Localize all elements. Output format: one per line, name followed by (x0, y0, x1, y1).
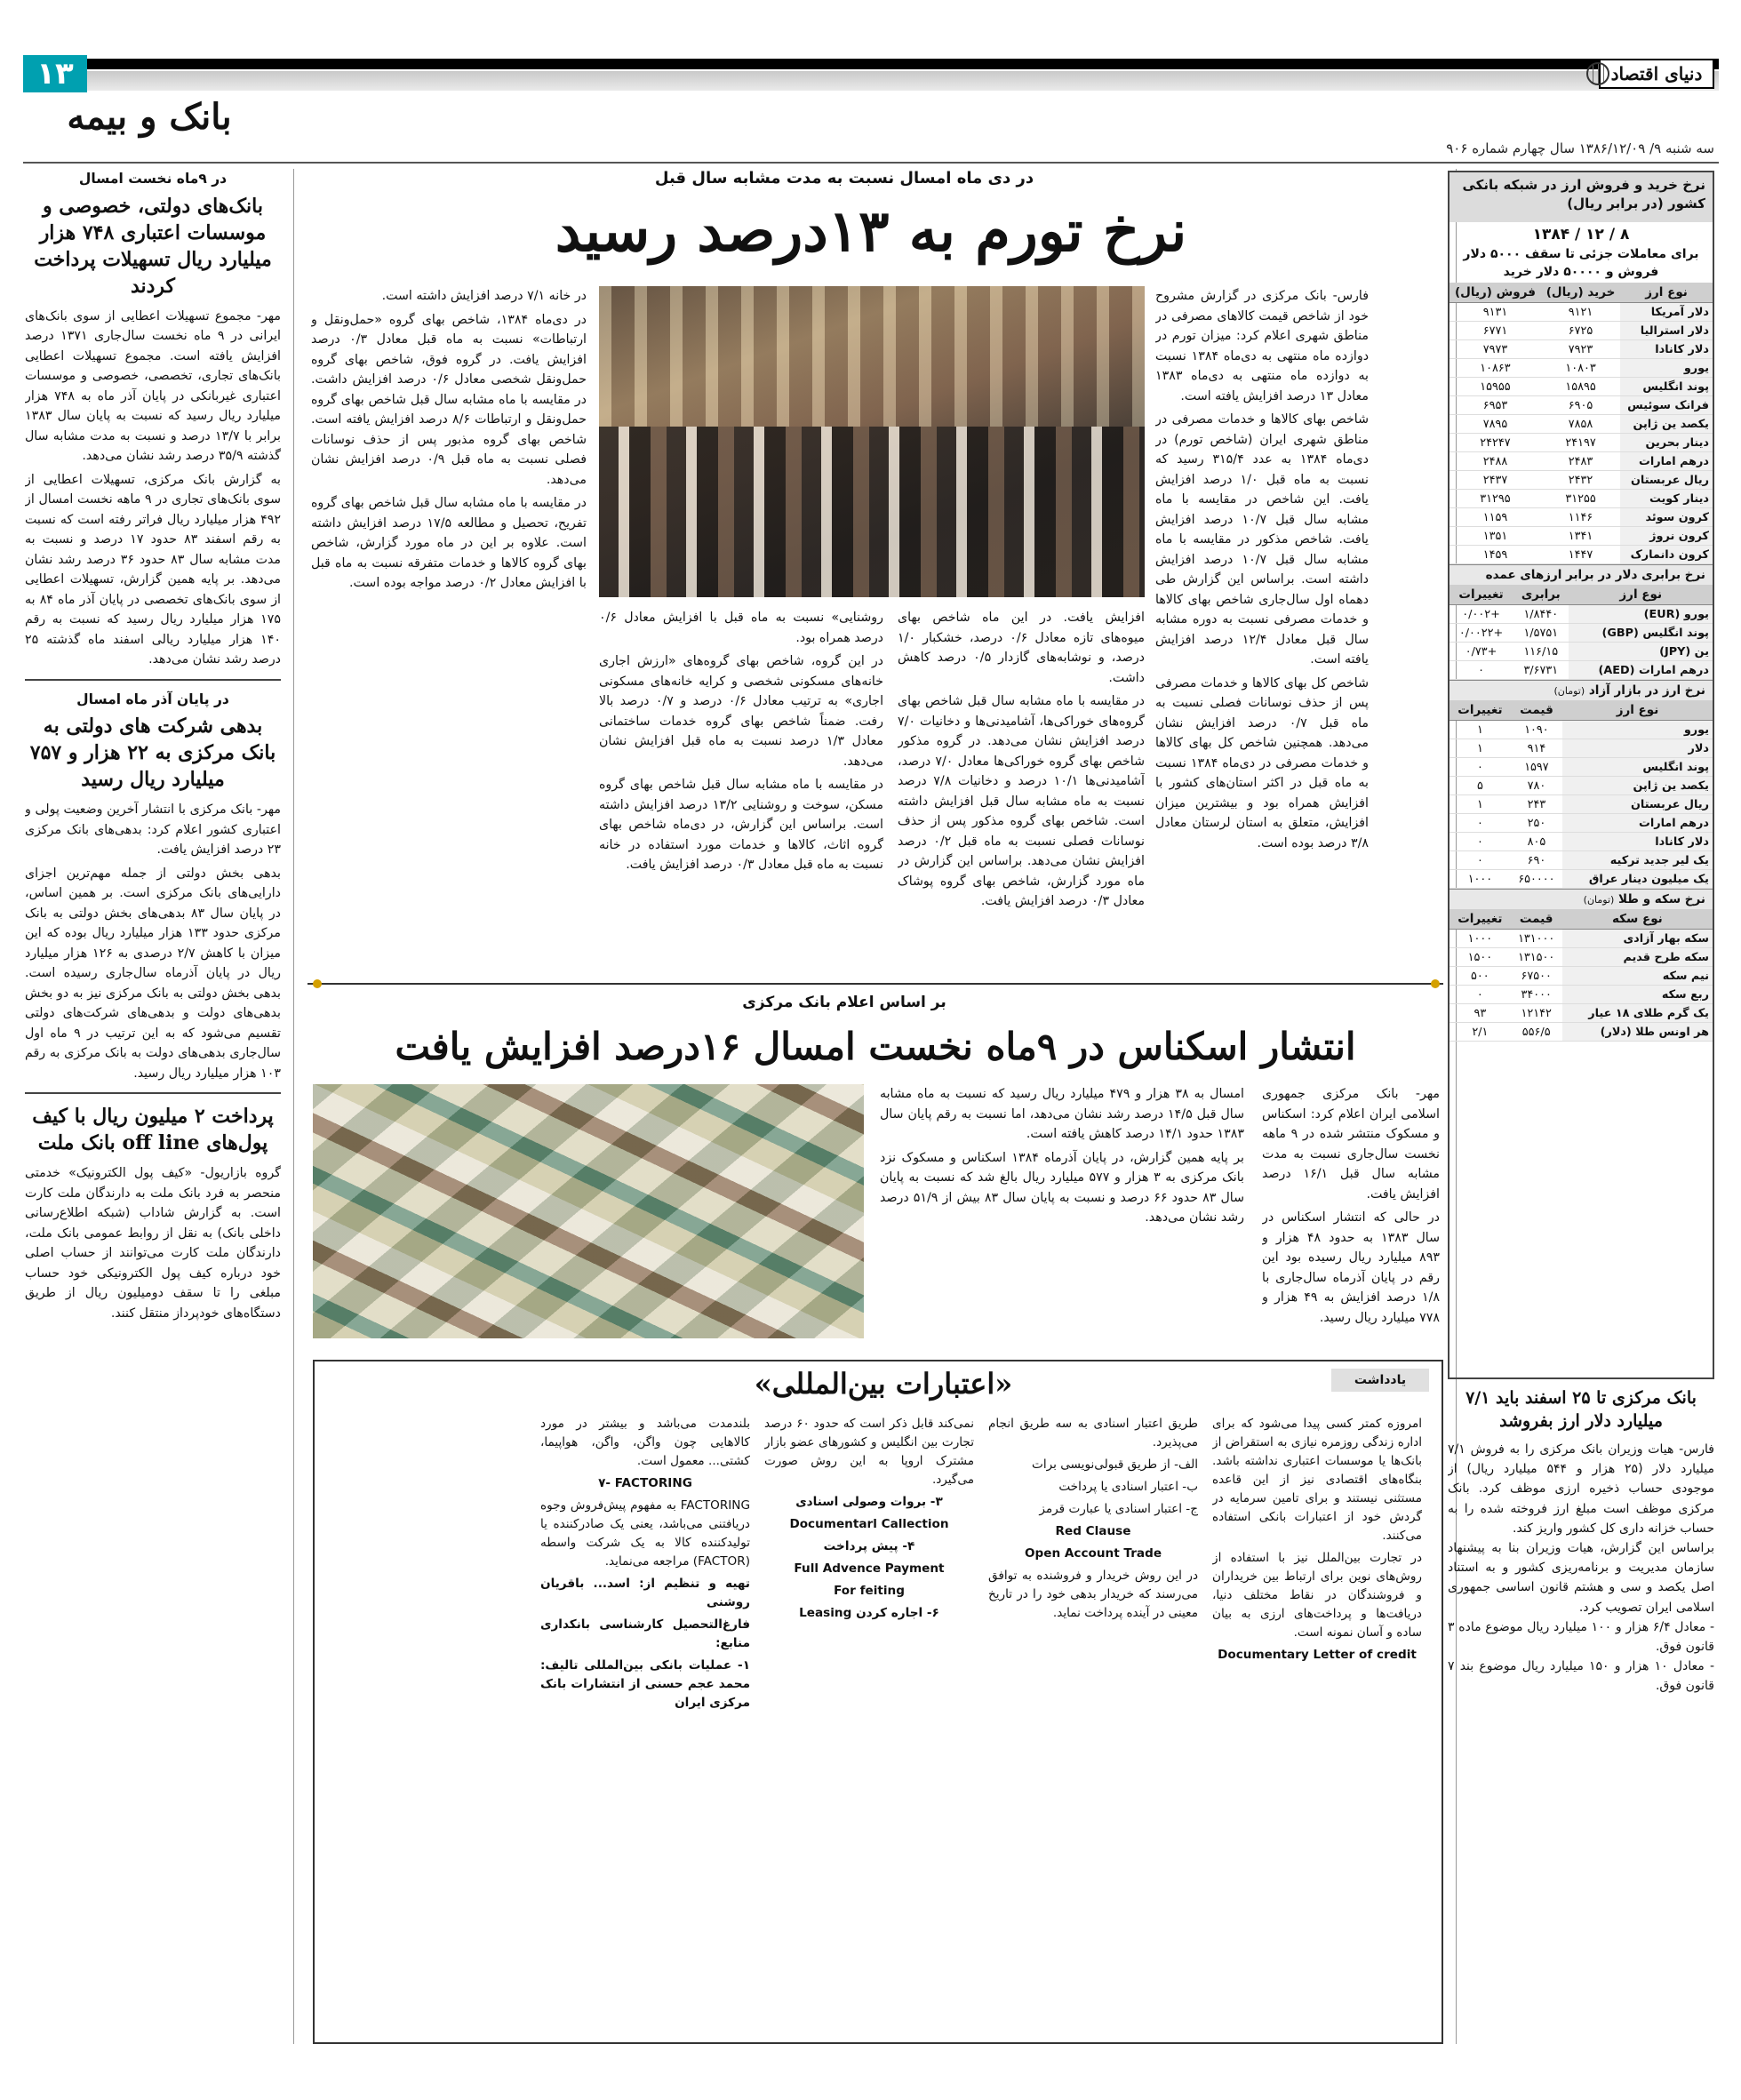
commentary-paragraph: FACTORING به مفهوم پیش‌فروش وجوه دریافتنی می‌باشد، یعنی یک صادرکننده یا تولیدکننده کالا به یک شرکت واسطه (FACTOR) مراجعه می‌نماید. (540, 1498, 750, 1569)
rate-story-paragraph: - معادل ۱۰ هزار و ۱۵۰ میلیارد ریال موضوع بند ۷ قانون فوق. (1448, 1659, 1714, 1694)
story-divider (25, 679, 281, 681)
table-cell-name: یک گرم طلای ۱۸ عیار (1562, 1004, 1713, 1023)
coin-table (1450, 909, 1713, 1042)
table-header-cell: نوع سکه (1562, 909, 1713, 930)
commentary-paragraph: امروزه کمتر کسی پیدا می‌شود که برای اداره زندگی روزمره نیازی به استقراض از بانک‌ها یا موسسات اعتباری نداشته باشد. بنگاه‌های اقتصادی نیز از این قاعده مستثنی نیستند و برای تامین سرمایه در گردش خود از اعتبارات بانکی استفاده می‌کنند. (1212, 1417, 1422, 1543)
table-cell-name: یکصد ین ژاپن (1620, 415, 1713, 434)
table-cell-value: ۷۸۰ (1511, 777, 1562, 795)
commentary-column-2 (988, 1415, 1198, 2037)
rates-date: ۸ / ۱۲ / ۱۳۸۴ (1532, 226, 1630, 244)
main-story-paragraph: در این گروه، شاخص بهای گروه‌های «ارزش اجاری خانه‌های مسکونی شخصی و کرایه خانه‌های مسکونی اجاری» به ترتیب معادل ۰/۶ درصد و ۰/۷ درصد بالا رفت. ضمناً شاخص بهای گروه خدمات ساختمانی معادل ۱/۳ درصد نسبت به ماه قبل افزایش نشان می‌دهد. (599, 654, 883, 769)
table-cell-value: ۳/۶۷۳۱ (1513, 661, 1569, 680)
table-row (1450, 795, 1713, 814)
table-cell-value: ۰ (1450, 851, 1511, 870)
commentary-term: Documentary Letter of credit (1218, 1648, 1417, 1662)
table-row (1450, 758, 1713, 777)
table-row (1450, 340, 1713, 359)
rate-story-headline: بانک مرکزی تا ۲۵ اسفند باید ۷/۱ میلیارد دلار ارز بفروشد (1465, 1388, 1697, 1431)
main-story-paragraph: فارس- بانک مرکزی در گزارش مشروح خود از شاخص قیمت کالاهای مصرفی در مناطق شهری اعلام کرد: میزان تورم در دوازده ماه منتهی به دی‌ماه ۱۳۸۴ نسبت به دوازده ماه منتهی به دی‌ماه ۱۳۸۳ معادل ۱۳ درصد افزایش یافته است. (1155, 289, 1369, 403)
date-line: سه شنبه ۹/ ۱۳۸۶/۱۲/۰۹ سال چهارم شماره ۹۰۶ (1446, 140, 1714, 156)
section-title: بانک و بیمه (67, 96, 232, 138)
table-cell-value: ۹۱۳۱ (1450, 303, 1541, 322)
commentary-subhead: ۶- اجاره کردن Leasing (799, 1606, 939, 1620)
table-row (1450, 1023, 1713, 1042)
main-story-paragraph: در مقایسه با ماه مشابه سال قبل شاخص بهای گروه تفریح، تحصیل و مطالعه ۱۷/۵ درصد افزایش داشته است. علاوه بر این در ماه مورد گزارش، شاخص بهای گروه کالاها و خدمات متفرقه نسبت به ماه قبل با افزایش معادل ۰/۲ درصد مواجه بوده است. (311, 496, 587, 590)
table-cell-value: ۱۱۶/۱۵ (1513, 643, 1569, 661)
commentary-paragraph: ج- اعتبار اسنادی یا عبارت قرمز (1039, 1502, 1198, 1516)
table-cell-name: یکصد ین ژاپن (1562, 777, 1713, 795)
story2-paragraph: امسال به ۳۸ هزار و ۴۷۹ میلیارد ریال رسید که نسبت به ماه مشابه سال قبل ۱۴/۵ درصد رشد نشان می‌دهد، اما نسبت به رقم پایان سال ۱۳۸۳ حدود ۱۴/۱ درصد کاهش یافته است. (880, 1087, 1244, 1141)
top-strip (23, 71, 1719, 91)
main-story-paragraph: شاخص کل بهای کالاها و خدمات مصرفی پس از حذف نوسانات فصلی نسبت به ماه قبل ۰/۷ درصد افزایش نشان می‌دهد. همچنین شاخص کل بهای کالاها و خدمات مصرفی در دی‌ماه ۱۳۸۴ نسبت به ماه قبل در اکثر استان‌های کشور با افزایش همراه بود و بیشترین میزان افزایش، متعلق به استان لرستان معادل ۳/۸ درصد بوده است. (1155, 675, 1369, 850)
table-cell-name: ین (JPY) (1569, 643, 1713, 661)
table-cell-value: ۶۷۵۰۰ (1511, 967, 1562, 986)
parity-table (1450, 585, 1713, 680)
commentary-column-4 (540, 1415, 750, 2037)
left-story-paragraph: مهر- مجموع تسهیلات اعطایی از سوی بانک‌های ایرانی در ۹ ماه نخست سال‌جاری ۱۳۷۱ درصد افزایش یافته است. مجموع تسهیلات اعطایی بانک‌های تجاری، تخصصی، خصوصی و موسسات اعتباری غیربانکی در پایان آذر ماه به ۷۴۸ هزار میلیارد ریال رسید که نسبت به پایان سال ۱۳۸۳ برابر با ۱۳/۷ درصد و نسبت به مدت مشابه سال گذشته ۳۵/۹ درصد رشد نشان می‌دهد. (25, 308, 281, 463)
table-row (1450, 471, 1713, 490)
table-row (1450, 739, 1713, 758)
table-row (1450, 490, 1713, 508)
story2-column-1 (1262, 1084, 1440, 1351)
main-story-paragraph: در دی‌ماه ۱۳۸۴، شاخص بهای گروه «حمل‌ونقل و ارتباطات» نسبت به ماه قبل معادل ۰/۳ درصد افزایش یافت. در گروه فوق، شاخص بهای گروه حمل‌ونقل شخصی معادل ۰/۶ درصد افزایش داشت. در مقایسه با ماه مشابه سال قبل شاخص بهای گروه حمل‌ونقل و ارتباطات ۸/۶ درصد افزایش یافته است. شاخص بهای گروه مذبور پس از حذف نوسانات فصلی نسبت به ماه قبل ۰/۹ درصد افزایش نشان می‌دهد. (311, 312, 587, 487)
main-story-column-3 (599, 608, 883, 963)
table-header-cell: تغییرات (1450, 585, 1513, 605)
commentary-paragraph: بلندمدت می‌باشد و بیشتر در مورد کالاهایی چون واگن، واگن، هواپیما، کشتی... معمول است. (540, 1417, 750, 1468)
table-header-cell: تغییرات (1450, 909, 1511, 930)
commentary-term: For feiting (834, 1584, 905, 1598)
table-cell-value: ۱/۵۷۵۱ (1513, 624, 1569, 643)
table-cell-value: ۶۵۰۰۰۰ (1511, 870, 1562, 889)
table-cell-value: ۲۴۸۸ (1450, 452, 1541, 471)
table-cell-value: ۶۹۰۵ (1541, 396, 1620, 415)
table-cell-name: هر اونس طلا (دلار) (1562, 1023, 1713, 1042)
table-cell-value: ۸۰۵ (1511, 833, 1562, 851)
table-cell-name: ربع سکه (1562, 986, 1713, 1004)
main-story-headline: نرخ تورم به ۱۳درصد رسید (555, 198, 1187, 265)
table-row (1450, 434, 1713, 452)
table-row (1450, 508, 1713, 527)
commentary-title: «اعتبارات بین‌المللی» (754, 1367, 1013, 1401)
left-story3-headline: پرداخت ۲ میلیون ریال با کیف پول‌های off line بانک ملت (32, 1105, 274, 1154)
commentary-box (313, 1360, 1443, 2044)
coin-title (1450, 889, 1713, 909)
table-cell-value: ۱۰۸۰۳ (1541, 359, 1620, 378)
table-cell-name: ریال عربستان (1620, 471, 1713, 490)
table-row (1450, 415, 1713, 434)
left-story-headline: بانک‌های دولتی، خصوصی و موسسات اعتباری ۷۴۸ هزار میلیارد ریال تسهیلات پرداخت کردند (34, 194, 272, 298)
table-cell-value: ۹۱۲۱ (1541, 303, 1620, 322)
table-row (1450, 303, 1713, 322)
table-cell-value: ۱۳۴۱ (1541, 527, 1620, 546)
photo-crowd-layer (599, 427, 1145, 598)
column-rule (293, 169, 294, 2044)
table-row (1450, 930, 1713, 948)
story2-kicker: بر اساس اعلام بانک مرکزی (742, 994, 946, 1011)
free-market-unit: (تومان) (1553, 685, 1585, 697)
table-cell-value: ۱/۸۴۴۰ (1513, 605, 1569, 624)
coin-title-text: نرخ سکه و طلا (1618, 892, 1705, 906)
header-rule (23, 162, 1719, 164)
table-cell-value: ۱۴۵۹ (1450, 546, 1541, 564)
table-cell-value: ۱ (1450, 721, 1511, 739)
table-row (1450, 948, 1713, 967)
rate-story (1448, 1386, 1714, 2044)
commentary-author: تهیه و تنظیم از: اسد... باقریان روشنی (540, 1577, 750, 1609)
table-cell-value: ۷۸۹۵ (1450, 415, 1541, 434)
commentary-label: یادداشت (1331, 1369, 1429, 1392)
table-header-cell: برابری (1513, 585, 1569, 605)
table-cell-value: ۶۷۲۵ (1541, 322, 1620, 340)
rates-title: نرخ خرید و فروش ارز در شبکه بانکی کشور (در برابر ریال) (1450, 172, 1713, 222)
table-cell-name: یورو (1562, 721, 1713, 739)
left-story2-kicker: در پایان آذر ماه امسال (76, 691, 229, 707)
commentary-paragraph: الف- از طریق قبولی‌نویسی برات (1032, 1457, 1198, 1472)
story-separator (307, 983, 1443, 988)
table-cell-value: ۱۰۸۶۳ (1450, 359, 1541, 378)
commentary-source-item: ۱- عملیات بانکی بین‌المللی تالیف: محمد عجم حسنی از انتشارات بانک مرکزی ایران (540, 1658, 750, 1710)
table-row (1450, 378, 1713, 396)
table-row (1450, 359, 1713, 378)
table-cell-value: ۷۹۲۳ (1541, 340, 1620, 359)
table-row (1450, 452, 1713, 471)
main-story-paragraph: در مقایسه با ماه مشابه سال قبل شاخص بهای گروه‌های خوراکی‌ها، آشامیدنی‌ها و دخانیات ۷/۰ درصد افزایش نشان می‌دهد. در گروه مذکور شاخص بهای گروه خوراکی‌ها معادل ۷/۰ درصد، آشامیدنی‌ها ۱۰/۱ درصد و دخانیات ۷/۸ درصد نسبت به ماه مشابه سال قبل افزایش داشته است. شاخص بهای گروه مذکور پس از حذف نوسانات فصلی نسبت به ماه قبل ۰/۲ درصد افزایش نشان می‌دهد. براساس این گزارش در ماه مورد گزارش، شاخص بهای گروه پوشاک معادل ۰/۳ درصد افزایش یافت. (898, 694, 1145, 908)
table-cell-value: ۱۳۱۰۰۰ (1511, 930, 1562, 948)
table-cell-name: پوند انگلیس (GBP) (1569, 624, 1713, 643)
commentary-paragraph: طریق اعتبار اسنادی به سه طریق انجام می‌پذیرد. (988, 1417, 1198, 1449)
free-market-title (1450, 680, 1713, 700)
table-row (1450, 643, 1713, 661)
table-header-cell: نوع ارز (1562, 700, 1713, 721)
bazaar-crowd-photo (599, 286, 1145, 597)
table-cell-name: کرون سوئد (1620, 508, 1713, 527)
rates-subtitle: برای معاملات جزئی تا سقف ۵۰۰۰ دلار فروش و ۵۰۰۰۰ دلار خرید (1463, 247, 1699, 279)
table-cell-value: ۳۱۲۹۵ (1450, 490, 1541, 508)
masthead-logo: دنیای اقتصاد (1599, 59, 1714, 89)
table-cell-name: درهم امارات (1620, 452, 1713, 471)
table-cell-name: دلار کانادا (1562, 833, 1713, 851)
commentary-subhead: ۳- بروات وصولی اسنادی (795, 1495, 943, 1509)
table-cell-value: ۶۹۵۳ (1450, 396, 1541, 415)
main-story-paragraph: روشنایی» نسبت به ماه قبل با افزایش معادل ۰/۶ درصد همراه بود. (599, 611, 883, 645)
table-cell-value: ۰ (1450, 833, 1511, 851)
commentary-paragraph: ب- اعتبار اسنادی یا پرداخت (1058, 1480, 1198, 1494)
table-cell-value: ۱۰۹۰ (1511, 721, 1562, 739)
table-cell-name: یک لیر جدید ترکیه (1562, 851, 1713, 870)
table-cell-value: ۹۱۴ (1511, 739, 1562, 758)
free-market-table (1450, 700, 1713, 889)
main-story-paragraph: در مقایسه با ماه مشابه سال قبل شاخص بهای گروه مسکن، سوخت و روشنایی ۱۳/۲ درصد افزایش داشته است. براساس این گزارش، در دی‌ماه شاخص بهای گروه اثاث، کالاها و خدمات مورد استفاده در خانه نسبت به ماه قبل معادل ۰/۳ درصد افزایش یافت. (599, 778, 883, 872)
table-cell-value: ۱۰۰۰ (1450, 930, 1511, 948)
table-row (1450, 661, 1713, 680)
table-cell-name: ریال عربستان (1562, 795, 1713, 814)
commentary-term: Open Account Trade (1024, 1546, 1162, 1561)
table-cell-value: ۲۴۳۲ (1541, 471, 1620, 490)
table-cell-name: دلار کانادا (1620, 340, 1713, 359)
table-cell-value: ۵۰۰ (1450, 967, 1511, 986)
exchange-rates-panel (1448, 171, 1714, 1379)
coin-unit: (تومان) (1583, 894, 1615, 906)
fx-rates-table (1450, 283, 1713, 564)
photo-lights-layer (599, 286, 1145, 427)
table-cell-name: دلار استرالیا (1620, 322, 1713, 340)
left-story-paragraph: به گزارش بانک مرکزی، تسهیلات اعطایی از سوی بانک‌های تجاری در ۹ ماهه نخست امسال از ۴۹۲ هزار میلیارد ریال فراتر رفته است که نسبت به رقم اسفند ۸۳ حدود ۱۷ درصد و نسبت به مدت مشابه سال ۸۳ حدود ۳۶ درصد رشد نشان می‌دهد. بر پایه همین گزارش، تسهیلات اعطایی از سوی بانک‌های تخصصی در پایان آذر ماه ۸۴ به ۱۷۵ هزار میلیارد ریال رسید که نسبت به رقم ۱۴۰ هزار میلیارد ریالی اسفند ماه گذشته ۲۵ درصد رشد نشان می‌دهد. (25, 472, 281, 667)
table-cell-name: سکه طرح قدیم (1562, 948, 1713, 967)
table-row (1450, 986, 1713, 1004)
table-row (1450, 605, 1713, 624)
main-story-paragraph: شاخص بهای کالاها و خدمات مصرفی در مناطق شهری ایران (شاخص تورم) در دی‌ماه ۱۳۸۴ به عدد ۳۱۵/۴ رسید که نسبت به ماه قبل ۱/۰ درصد افزایش یافت. این شاخص در مقایسه با ماه مشابه سال قبل ۱۰/۷ درصد افزایش یافت. شاخص مذکور در مقایسه با ماه مشابه سال قبل ۱۰/۷ درصد افزایش داشته است. براساس این گزارش طی دهماه اول سال‌جاری شاخص بهای کالاها و خدمات مصرفی نسبت به دوره مشابه سال قبل معادل ۱۲/۴ درصد افزایش یافته است. (1155, 412, 1369, 667)
table-header-cell: قیمت (1511, 700, 1562, 721)
table-cell-value: ۲۴۳۷ (1450, 471, 1541, 490)
table-cell-value: ۰ (1450, 661, 1513, 680)
table-cell-name: یک میلیون دینار عراق (1562, 870, 1713, 889)
table-cell-value: ۰ (1450, 986, 1511, 1004)
main-story-column-1 (1155, 286, 1369, 962)
main-story-paragraph: افزایش یافت. در این ماه شاخص بهای میوه‌های تازه معادل ۰/۶ درصد، خشکبار ۱/۰ درصد، و نوشابه‌های گازدار ۰/۵ درصد کاهش داشت. (898, 611, 1145, 685)
table-cell-value: ۶۷۷۱ (1450, 322, 1541, 340)
table-cell-value: ۱۱۴۶ (1541, 508, 1620, 527)
table-cell-value: ۱۳۵۱ (1450, 527, 1541, 546)
parity-title: نرخ برابری دلار در برابر ارزهای عمده (1450, 564, 1713, 585)
table-cell-value: ۱۵۹۷ (1511, 758, 1562, 777)
table-cell-value: ۷۸۵۸ (1541, 415, 1620, 434)
table-cell-value: ۱۵۹۵۵ (1450, 378, 1541, 396)
table-cell-name: پوند انگلیس (1620, 378, 1713, 396)
page-number: ۱۳ (23, 55, 87, 92)
table-cell-name: درهم امارات (AED) (1569, 661, 1713, 680)
table-header-cell: نوع ارز (1620, 283, 1713, 303)
table-cell-name: یورو (1620, 359, 1713, 378)
story2-headline: انتشار اسکناس در ۹ماه نخست امسال ۱۶درصد افزایش یافت (395, 1025, 1356, 1068)
table-cell-name: دینار بحرین (1620, 434, 1713, 452)
table-cell-value: ۲۴۸۳ (1541, 452, 1620, 471)
table-cell-value: ۵۵۶/۵ (1511, 1023, 1562, 1042)
left-story3-paragraph: گروه بازاریول- «کیف پول الکترونیک» خدمتی منحصر به فرد بانک ملت به دارندگان ملت کارت است. به گزارش شاداب (شبکه اطلاع‌رسانی داخلی بانک) به نقل از روابط عمومی بانک ملت، دارندگان ملت کارت می‌توانند از حساب اصلی خود درباره کیف پول الکترونیکی خود حساب مبلغی را تا سقف دومیلیون ریال از طریق دستگاه‌های خودپرداز منتقل کنند. (25, 1166, 281, 1321)
main-story-kicker: در دی ماه امسال نسبت به مدت مشابه سال قبل (654, 169, 1034, 188)
table-cell-value: ۲۴۱۹۷ (1541, 434, 1620, 452)
table-cell-name: دینار کویت (1620, 490, 1713, 508)
table-cell-value: ۷۹۷۳ (1450, 340, 1541, 359)
story2-paragraph: بر پایه همین گزارش، در پایان آذرماه ۱۳۸۴ اسکناس و مسکوک نزد بانک مرکزی به ۳ هزار و ۵۷۷ میلیارد ریال بالغ شد که نسبت به پایان سال ۸۳ حدود ۶۶ درصد و نسبت به پایان سال ۸۳ بیش از ۵۱/۹ درصد رشد نشان می‌دهد. (880, 1150, 1244, 1225)
top-rule (23, 59, 1719, 69)
table-row (1450, 546, 1713, 564)
table-row (1450, 814, 1713, 833)
story2-paragraph: در حالی که انتشار اسکناس در سال ۱۳۸۳ به حدود ۴۸ هزار و ۸۹۳ میلیارد ریال رسیده بود این رقم در پایان آذرماه سال‌جاری با ۱/۸ درصد افزایش به ۴۹ هزار و ۷۷۸ میلیارد ریال رسید. (1262, 1210, 1440, 1325)
table-row (1450, 322, 1713, 340)
main-story-paragraph: در خانه ۷/۱ درصد افزایش داشته است. (381, 289, 587, 303)
rate-story-paragraph: - معادل ۶/۴ هزار و ۱۰۰ میلیارد ریال موضوع ماده ۳ قانون فوق. (1448, 1619, 1714, 1655)
main-story-column-4 (311, 286, 587, 962)
free-market-title-text: نرخ ارز در بازار آزاد (1588, 683, 1705, 698)
left-story-kicker: در ۹ماه نخست امسال (78, 171, 228, 187)
table-cell-value: +۰/۰۰۲۲ (1450, 624, 1513, 643)
left-story2-paragraph: بدهی بخش دولتی از جمله مهم‌ترین اجزای دارایی‌های بانک مرکزی است. بر همین اساس، در پایان سال ۸۳ بدهی‌های بخش دولتی به بانک مرکزی حدود ۱۳۳ هزار میلیارد ریال بوده که این میزان با کاهش ۲/۷ درصدی به ۱۲۶ هزار میلیارد ریال در پایان آذرماه سال‌جاری رسیده است. بدهی بخش دولتی به بانک مرکزی نیز به دو بخش بدهی‌های دولت و بدهی‌های شرکت‌های دولتی تقسیم می‌شود که به این ترتیب در ۹ ماه اول سال‌جاری بدهی‌های دولت به بانک مرکزی به رقم ۱۰۳ هزار میلیارد ریال رسید. (25, 866, 281, 1081)
table-cell-value: ۲۴۲۴۷ (1450, 434, 1541, 452)
banknotes-photo (313, 1084, 864, 1338)
separator-dot (1431, 979, 1440, 988)
table-cell-name: پوند انگلیس (1562, 758, 1713, 777)
globe-icon (1586, 62, 1609, 85)
table-row (1450, 527, 1713, 546)
story-divider (25, 1092, 281, 1094)
main-story-column-2 (898, 608, 1145, 963)
table-row (1450, 833, 1713, 851)
table-cell-value: ۱۵۸۹۵ (1541, 378, 1620, 396)
table-cell-value: +۰/۷۳ (1450, 643, 1513, 661)
separator-dot (313, 979, 322, 988)
table-cell-value: ۹۳ (1450, 1004, 1511, 1023)
table-row (1450, 624, 1713, 643)
commentary-column-1 (1212, 1415, 1422, 2037)
table-row (1450, 721, 1713, 739)
table-cell-name: سکه بهار آزادی (1562, 930, 1713, 948)
table-cell-value: ۱۰۰۰ (1450, 870, 1511, 889)
table-cell-name: درهم امارات (1562, 814, 1713, 833)
table-header-cell: نوع ارز (1569, 585, 1713, 605)
table-cell-value: ۵ (1450, 777, 1511, 795)
table-cell-name: کرون دانمارک (1620, 546, 1713, 564)
table-cell-value: ۱۱۵۹ (1450, 508, 1541, 527)
left-story2-headline: بدهی شرکت های دولتی به بانک مرکزی به ۲۲ هزار و ۷۵۷ میلیارد ریال رسید (29, 715, 276, 791)
commentary-column-3 (764, 1415, 974, 2037)
table-row (1450, 851, 1713, 870)
table-cell-name: یورو (EUR) (1569, 605, 1713, 624)
table-cell-name: دلار (1562, 739, 1713, 758)
table-cell-value: ۱۳۱۵۰۰ (1511, 948, 1562, 967)
table-row (1450, 967, 1713, 986)
commentary-subhead: ۴- پیش پرداخت (823, 1539, 915, 1553)
table-cell-name: دلار آمریکا (1620, 303, 1713, 322)
commentary-term: ۷- FACTORING (598, 1476, 692, 1490)
table-row (1450, 396, 1713, 415)
photo-overlay (313, 1084, 864, 1338)
table-row (1450, 870, 1713, 889)
table-row (1450, 1004, 1713, 1023)
table-cell-value: ۲۴۳ (1511, 795, 1562, 814)
table-cell-value: ۱۵۰۰ (1450, 948, 1511, 967)
table-cell-value: ۲۵۰ (1511, 814, 1562, 833)
commentary-term: Documentarl Callection (789, 1517, 949, 1531)
table-cell-value: ۰ (1450, 814, 1511, 833)
table-header-cell: تغییرات (1450, 700, 1511, 721)
table-cell-value: ۳۱۲۵۵ (1541, 490, 1620, 508)
left-story2-paragraph: مهر- بانک مرکزی با انتشار آخرین وضعیت پولی و اعتباری کشور اعلام کرد: بدهی‌های بانک مرکزی ۲۳ درصد افزایش یافت. (25, 802, 281, 857)
table-cell-name: نیم سکه (1562, 967, 1713, 986)
commentary-paragraph: در این روش خریدار و فروشنده به توافق می‌رسند که خریدار بدهی خود را در تاریخ معینی در آینده پرداخت نماید. (988, 1569, 1198, 1620)
table-cell-value: ۱۴۴۷ (1541, 546, 1620, 564)
commentary-term: Full Advence Payment (794, 1561, 945, 1576)
table-cell-value: ۶۹۰ (1511, 851, 1562, 870)
rate-story-paragraph: فارس- هیات وزیران بانک مرکزی را به فروش ۷/۱ میلیارد دلار (۲۵ هزار و ۵۴۴ میلیارد ریال) از موجودی حساب ذخیره ارزی موظف کرد. بانک مرکزی موظف است مبلغ ارز فروخته شده را به حساب خزانه داری کل کشور واریز کند. (1448, 1442, 1714, 1536)
left-news-column (25, 169, 281, 2044)
commentary-paragraph: نمی‌کند قابل ذکر است که حدود ۶۰ درصد تجارت بین انگلیس و کشورهای عضو بازار مشترک اروپا به این روش صورت می‌گیرد. (764, 1417, 974, 1487)
table-cell-value: ۲/۱ (1450, 1023, 1511, 1042)
commentary-term: Red Clause (1055, 1524, 1131, 1538)
table-cell-value: ۰ (1450, 758, 1511, 777)
commentary-paragraph: در تجارت بین‌الملل نیز با استفاده از روش‌های نوین برای ارتباط بین خریداران و فروشندگان در نقاط مختلف دنیا، دریافت‌ها و پرداخت‌های ارزی به بیان ساده و آسان نمونه است. (1212, 1551, 1422, 1640)
table-cell-value: ۱ (1450, 795, 1511, 814)
story2-paragraph: مهر- بانک مرکزی جمهوری اسلامی ایران اعلام کرد: اسکناس و مسکوک منتشر شده در ۹ ماهه نخست سال‌جاری نسبت به مدت مشابه سال قبل ۱۶/۱ درصد افزایش یافت. (1262, 1087, 1440, 1202)
rate-story-paragraph: براساس این گزارش، هیات وزیران بنا به پیشنهاد سازمان مدیریت و برنامه‌ریزی کشور و به استناد اصل یکصد و سی و هشتم قانون اساسی جمهوری اسلامی ایران تصویب کرد. (1448, 1541, 1714, 1615)
commentary-sources: فارغ‌التحصیل کارشناسی بانکداری منابع: (540, 1617, 750, 1650)
table-cell-value: ۱۲۱۴۲ (1511, 1004, 1562, 1023)
table-header-cell: خرید (ریال) (1541, 283, 1620, 303)
table-cell-name: کرون نروژ (1620, 527, 1713, 546)
table-cell-name: فرانک سوئیس (1620, 396, 1713, 415)
table-cell-value: ۳۴۰۰۰ (1511, 986, 1562, 1004)
table-header-cell: قیمت (1511, 909, 1562, 930)
table-row (1450, 777, 1713, 795)
table-cell-value: ۱ (1450, 739, 1511, 758)
story2-column-2 (880, 1084, 1244, 1351)
table-cell-value: +۰/۰۰۲ (1450, 605, 1513, 624)
table-header-cell: فروش (ریال) (1450, 283, 1541, 303)
